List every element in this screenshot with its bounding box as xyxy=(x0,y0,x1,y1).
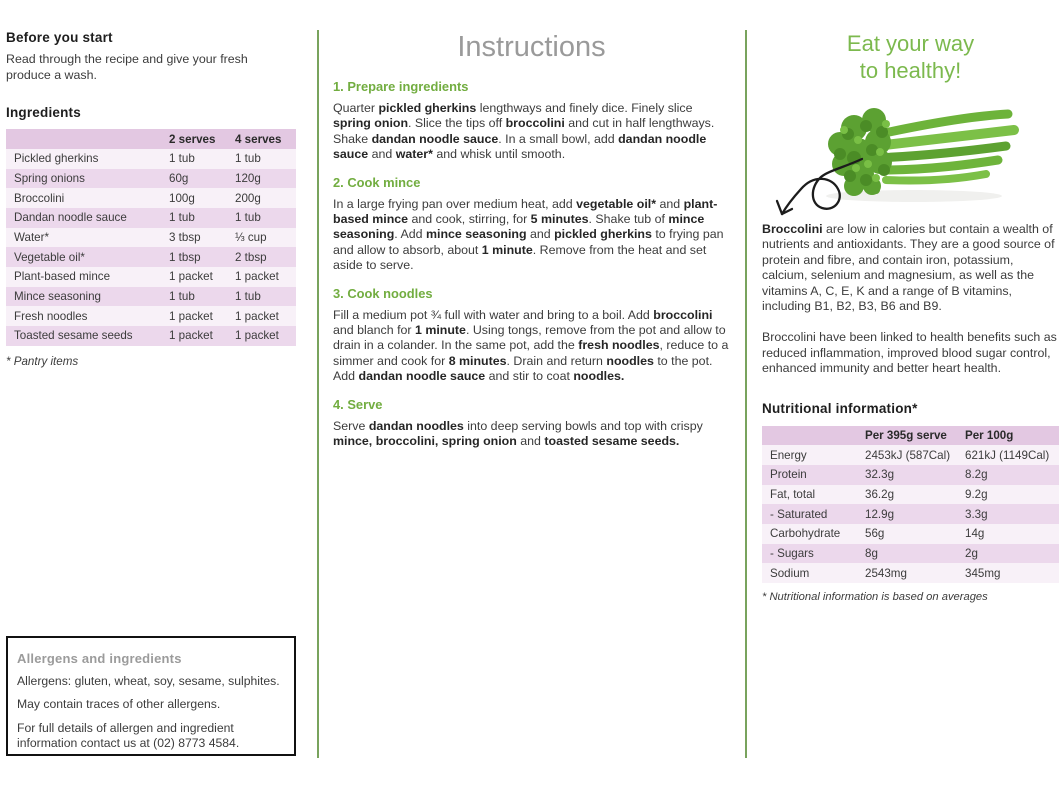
table-cell: 36.2g xyxy=(857,485,957,505)
nutrition-heading: Nutritional information* xyxy=(762,400,918,416)
broccolini-paragraph-2: Broccolini have been linked to health benefits such as reduced inflammation, improved blood sugar control, enhanced immunity and better heart health. xyxy=(762,330,1057,376)
table-row xyxy=(762,504,1059,524)
column-header xyxy=(6,129,161,149)
table-cell: 100g xyxy=(161,188,227,208)
nutrition-table xyxy=(762,426,1059,584)
pantry-items-note: * Pantry items xyxy=(6,354,79,368)
step-heading: 4. Serve xyxy=(333,396,383,412)
table-cell: 3.3g xyxy=(957,504,1059,524)
allergen-line: Allergens: gluten, wheat, soy, sesame, sulphites. xyxy=(17,674,280,688)
loop-arrow-icon xyxy=(770,156,865,218)
table-row xyxy=(762,485,1059,505)
column-header: 4 serves xyxy=(227,129,296,149)
table-cell: 120g xyxy=(227,169,296,189)
column-header: Per 395g serve xyxy=(857,426,957,446)
table-cell: Pickled gherkins xyxy=(6,149,161,169)
ingredients-heading: Ingredients xyxy=(6,105,81,121)
table-cell: Fat, total xyxy=(762,485,857,505)
table-cell: 1 tub xyxy=(161,287,227,307)
table-cell: 2543mg xyxy=(857,563,957,583)
table-row xyxy=(6,169,296,189)
nutrition-footnote: * Nutritional information is based on averages xyxy=(762,591,988,604)
step-heading: 1. Prepare ingredients xyxy=(333,79,469,94)
table-cell: Energy xyxy=(762,445,857,465)
step-body: Serve dandan noodles into deep serving bowls and top with crispy mince, broccolini, spring onion and toasted sesame seeds. xyxy=(333,418,703,449)
table-row xyxy=(6,149,296,169)
table-cell: Plant-based mince xyxy=(6,267,161,287)
table-cell: 1 tub xyxy=(227,149,296,169)
table-cell: 60g xyxy=(161,169,227,189)
table-row xyxy=(6,287,296,307)
table-cell: 9.2g xyxy=(957,485,1059,505)
table-cell: Broccolini xyxy=(6,188,161,208)
instruction-step xyxy=(333,79,730,163)
instruction-step xyxy=(333,397,730,450)
table-header-row xyxy=(6,129,296,149)
table-cell: 12.9g xyxy=(857,504,957,524)
table-cell: Protein xyxy=(762,465,857,485)
broccolini-figure xyxy=(762,90,1059,218)
table-cell: Water* xyxy=(6,228,161,248)
table-cell: Dandan noodle sauce xyxy=(6,208,161,228)
allergens-text xyxy=(17,674,282,752)
table-cell: 621kJ (1149Cal) xyxy=(957,445,1059,465)
table-row xyxy=(762,445,1059,465)
instructions-steps xyxy=(333,79,730,450)
table-row xyxy=(6,247,296,267)
table-cell: 1 tbsp xyxy=(161,247,227,267)
instruction-step xyxy=(333,175,730,274)
table-row xyxy=(6,267,296,287)
table-cell: 14g xyxy=(957,524,1059,544)
table-row xyxy=(762,524,1059,544)
table-cell: Toasted sesame seeds xyxy=(6,326,161,346)
allergens-box xyxy=(6,636,296,756)
table-header-row xyxy=(762,426,1059,446)
table-cell: Vegetable oil* xyxy=(6,247,161,267)
table-cell: Carbohydrate xyxy=(762,524,857,544)
table-row xyxy=(6,208,296,228)
table-cell: 1 packet xyxy=(161,306,227,326)
table-cell: Mince seasoning xyxy=(6,287,161,307)
table-cell: 8g xyxy=(857,544,957,564)
allergen-line: May contain traces of other allergens. xyxy=(17,697,221,712)
instruction-step xyxy=(333,286,730,385)
before-you-start-section xyxy=(6,30,296,368)
table-cell: Sodium xyxy=(762,563,857,583)
step-body: Quarter pickled gherkins lengthways and finely dice. Finely slice spring onion. Slice the tips off broccolini and cut in half lengthways. Shake dandan noodle sauce. In a small bowl, add dandan noodle sauce and water* and whisk until smooth. xyxy=(333,101,715,162)
table-row xyxy=(762,544,1059,564)
tagline xyxy=(762,30,1059,84)
tagline-line2: to healthy! xyxy=(859,58,962,83)
step-heading: 2. Cook mince xyxy=(333,174,421,190)
table-cell: 2g xyxy=(957,544,1059,564)
table-row xyxy=(6,228,296,248)
ingredients-table xyxy=(6,129,296,346)
step-body: In a large frying pan over medium heat, add vegetable oil* and plant-based mince and cook, stirring, for 5 minutes. Shake tub of mince seasoning. Add mince seasoning and pickled gherkins to frying pan and allow to absorb, about 1 minute. Remove from the heat and set aside to serve. xyxy=(333,196,724,273)
table-cell: 2453kJ (587Cal) xyxy=(857,445,957,465)
table-cell: Fresh noodles xyxy=(6,306,161,326)
table-cell: - Sugars xyxy=(762,544,857,564)
table-row xyxy=(762,563,1059,583)
table-cell: 1 tub xyxy=(161,149,227,169)
table-cell: 1 packet xyxy=(161,267,227,287)
table-cell: 1 packet xyxy=(227,326,296,346)
table-cell: 1 packet xyxy=(161,326,227,346)
before-you-start-text: Read through the recipe and give your fresh produce a wash. xyxy=(6,52,248,82)
table-cell: 2 tbsp xyxy=(227,247,296,267)
column-header: Per 100g xyxy=(957,426,1059,446)
allergens-heading: Allergens and ingredients xyxy=(17,651,182,666)
before-you-start-heading: Before you start xyxy=(6,30,113,45)
table-row xyxy=(6,306,296,326)
table-row xyxy=(6,326,296,346)
table-cell: 56g xyxy=(857,524,957,544)
table-row xyxy=(6,188,296,208)
step-body: Fill a medium pot ¾ full with water and bring to a boil. Add broccolini and blanch for 1 minute. Using tongs, remove from the pot and allow to drain in a colander. In the same pot, add the fresh noodles, reduce to a simmer and cook for 8 minutes. Drain and return noodles to the pot. Add dandan noodle sauce and stir to coat noodles. xyxy=(333,307,729,384)
column-divider-right xyxy=(745,30,747,758)
table-cell: 1 tub xyxy=(227,287,296,307)
step-heading: 3. Cook noodles xyxy=(333,285,433,301)
table-cell: 3 tbsp xyxy=(161,228,227,248)
table-cell: 32.3g xyxy=(857,465,957,485)
instructions-title: Instructions xyxy=(457,31,606,63)
table-cell: 345mg xyxy=(957,563,1059,583)
broccolini-paragraph-1: Broccolini are low in calories but contain a wealth of nutrients and antioxidants. They are a good source of protein and fibre, and contain iron, potassium, calcium, selenium and magnesium, as well as the vitamins A, C, E, K and a range of B vitamins, including B1, B2, B3, B6 and B9. xyxy=(762,222,1055,314)
table-row xyxy=(762,465,1059,485)
column-divider-left xyxy=(317,30,319,758)
table-cell: Spring onions xyxy=(6,169,161,189)
table-cell: 1 tub xyxy=(227,208,296,228)
healthy-info-section xyxy=(762,30,1059,603)
instructions-section xyxy=(333,27,730,450)
table-cell: ⅓ cup xyxy=(227,228,296,248)
tagline-line1: Eat your way xyxy=(846,31,975,56)
table-cell: 1 packet xyxy=(227,267,296,287)
table-cell: 1 packet xyxy=(227,306,296,326)
column-header: 2 serves xyxy=(161,129,227,149)
table-cell: 1 tub xyxy=(161,208,227,228)
allergen-line: For full details of allergen and ingredient information contact us at (02) 8773 4584. xyxy=(17,720,240,751)
table-cell: - Saturated xyxy=(762,504,857,524)
column-header xyxy=(762,426,857,446)
table-cell: 8.2g xyxy=(957,465,1059,485)
table-cell: 200g xyxy=(227,188,296,208)
